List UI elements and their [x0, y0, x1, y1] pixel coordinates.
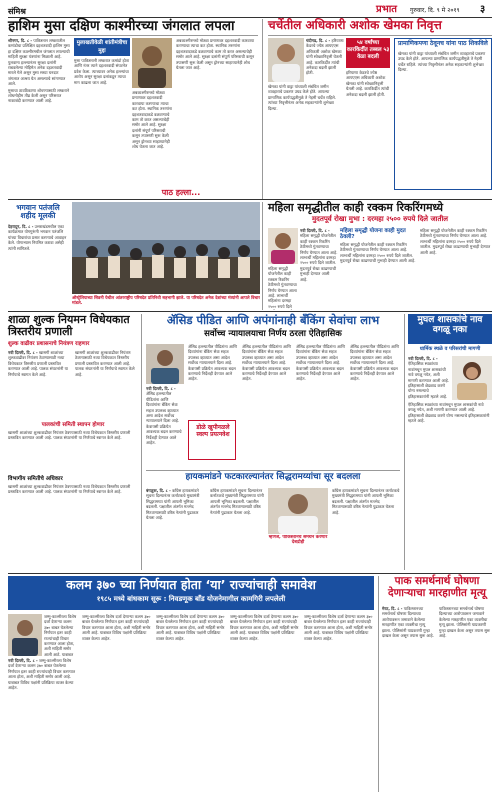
school-body-b: खासगी शाळांच्या शुल्कवाढीवर नियंत्रण ठेवण्यासाठी नव्या विधेयकात त्रिस्तरीय प्रणाली प्रस्तावित करण्यात आली आहे. पालक संघटनांनी या निर्णयाचे स्वागत केले आहे. — [8, 484, 131, 495]
hashim-col2: अबकाश्मीरमध्ये मोठ्या प्रमाणावर दहशतवादी कारवाया करण्याचा त्याचा कट होता. स्थानिक तरुणांना दहशतवादाकडे वळवण्याचे काम तो करत असल्याचेही समोर आले आहे. सुरक्षा दलांनी संपूर्ण परिसराची कसून तपासणी सुरू केली असून ड्रोनच्या साहाय्यानेही शोध घेतला जात आहे. — [132, 90, 172, 150]
brand-logo: प्रभात — [376, 4, 398, 15]
women-dateline: नवी दिल्ली, दि. ८ - — [300, 228, 330, 233]
school-headline: शाळा शुल्क नियमन विधेयकात त्रिस्तरीय प्रणाली — [8, 313, 130, 339]
musa-photo — [132, 38, 172, 88]
mughal-article — [408, 356, 450, 400]
women-body: महिला समृद्धी योजनेतील काही रक्कम रिकरिंग ठेवीमध्ये गुंतवण्याचा निर्णय घेण्यात आला आहे. लाभार्थी महिलांना दरमहा २५०० रुपये दिले जातील. मुदतपूर्व रोखा काढण्याची मुभाही देण्यात आली आहे. — [300, 233, 338, 282]
quote-box — [74, 38, 130, 188]
mid-article: अबकाश्मीरमध्ये मोठ्या प्रमाणावर दहशतवादी कारवाया करण्याचा त्याचा कट होता. स्थानिक तरुणांना दहशतवादाकडे वळवण्याचे काम तो करत असल्याचेही समोर आले आहे. सुरक्षा दलांनी संपूर्ण परिसराची कसून तपासणी सुरू केली असून ड्रोनच्या साहाय्यानेही शोध घेतला जात आहे. — [176, 38, 255, 71]
murder-article — [382, 606, 435, 792]
school-subhead-b: विभागीय समितीचे अधिकार — [8, 476, 63, 482]
khemka-box-title: प्रामाणिकपणा ठेवूनच यांना पाठ शिकविले — [398, 40, 488, 47]
art370-col5: जम्मू-काश्मीरला विशेष दर्जा देणाऱ्या कलम ३७० बाबत घेतलेल्या निर्णयात इतर काही राज्यांचाही विचार करण्यात आला होता, अशी माहिती समोर आली आहे. याबाबत विविध पक्षांनी प्रतिक्रिया व्यक्त केल्या आहेत. — [304, 614, 373, 641]
art370-photo — [8, 614, 42, 656]
murder-dateline: मेरठ, दि. ८ - — [382, 606, 403, 611]
women-subhead: मुदतपूर्व रोखा मुभा : दरमहा २५०० रुपये दिले जातील — [311, 215, 449, 223]
women-box — [340, 228, 418, 310]
acid-box-title: डोळे खुपीनळले स्वल्प प्रयत्नवेश — [196, 424, 230, 438]
hawk-col2: काँग्रेस हायकमांडने सूचना दिल्यानंतर कर्नाटकचे मुख्यमंत्री सिद्धरामय्या यांनी आपली भूमिका बदलली. पक्षातील अंतर्गत मतभेद मिटवण्यासाठी वरिष्ठ नेत्यांनी पुढाकार घेतला आहे. — [210, 488, 264, 515]
issue-date: गुरुवार, दि. ९ मे २०१९ — [410, 7, 460, 14]
women-col1b: महिला समृद्धी योजनेतील काही रक्कम रिकरिंग ठेवीमध्ये गुंतवण्याचा निर्णय घेण्यात आला आहे. लाभार्थी महिलांना दरमहा २५०० रुपये दिले — [268, 266, 297, 309]
school-subhead-a: पालकांची समिती स्थापन होणार — [41, 422, 105, 428]
quote-box-body: मुसा पाकिस्तानी लष्करात कमांडो होता आणि नंतर त्याने दहशतवादी संघटनेत प्रवेश केला. त्याच्यावर अनेक हल्ल्यांचा आरोप असून सुरक्षा दलांकडून त्याचा माग काढला जात आहे. — [74, 58, 129, 85]
khemka-col3: हरियाणा केडरचे ज्येष्ठ आयएएस अधिकारी अशोक खेमका यांनी स्वेच्छानिवृत्ती घेतली आहे. कारकिर्दीत त्यांची अनेकदा बदली झाली होती. — [346, 70, 390, 97]
women-col4: महिला समृद्धी योजनेतील काही रक्कम रिकरिंग ठेवीमध्ये गुंतवण्याचा निर्णय घेण्यात आला आहे. लाभार्थी महिलांना दरमहा २५०० रुपये दिले जातील. मुदतपूर्व रोखा काढण्याची मुभाही देण्यात आली आहे. — [420, 228, 491, 255]
art370-banner — [8, 576, 374, 610]
school-col2: खासगी शाळांच्या शुल्कवाढीवर नियंत्रण ठेवण्यासाठी नव्या विधेयकात त्रिस्तरीय प्रणाली प्रस्तावित करण्यात आली आहे. पालक संघटनांनी या निर्णयाचे स्वागत केले आहे. — [75, 350, 135, 377]
acid-col5: ॲसिड हल्ल्यातील पीडितांना आणि दिव्यांगांना बँकिंग सेवा सहज उपलब्ध व्हाव्यात असा आदेश सर्वोच्च न्यायालयाने दिला आहे. केवायसी प्रक्रियेत आवश्यक बदल करण्याचे निर्देशही देण्यात आले आहेत. — [350, 344, 399, 382]
mughal-dateline: नवी दिल्ली, दि. ८ - — [408, 356, 438, 361]
school-subhead: शुल्क वाढीवर प्रशासनाचे नियंत्रण राहणार — [8, 341, 90, 347]
hashim-dateline: श्रीनगर, दि. ८ - — [8, 38, 33, 43]
patanjali-box — [8, 202, 68, 310]
hawk-headline: हायकमांडने फटकारल्यानंतर सिद्धरामय्यांचा सूर बदलला — [185, 472, 361, 482]
khemka-col1b: खेमका यांनी वाड्रा यांच्याशी संबंधित जमीन व्यवहाराचे प्रकरण उघड केले होते. आपल्या प्रामाणिक कार्यपद्धतीमुळे ते नेहमी चर्चेत राहिले. त्यांच्या निवृत्तीनंतर अनेक सहकाऱ्यांनी शुभेच्छा दिल्या. — [268, 84, 336, 111]
art370-body: जम्मू-काश्मीरला विशेष दर्जा देणाऱ्या कलम ३७० बाबत घेतलेल्या निर्णयात इतर काही राज्यांचाही विचार करण्यात आला होता, अशी माहिती समोर आली आहे. याबाबत विविध पक्षांनी प्रतिक्रिया व्यक्त केल्या आहेत. — [8, 658, 76, 691]
murder-body: पाकिस्तानच्या समर्थनार्थ घोषणा दिल्याच्या आरोपावरून जमावाने केलेल्या मारहाणीत एका व्यक्तीचा मृत्यू झाला. पोलिसांनी याप्रकरणी गुन्हा दाखल केला असून तपास सुरू आहे. — [382, 606, 434, 639]
art370-subhead: १९८५ मध्ये बांधकाम सूरू : निवडणूक बाँड योजनेमागील कामगिरी लपलेली — [96, 595, 286, 603]
khemka-box-body: खेमका यांनी वाड्रा यांच्याशी संबंधित जमीन व्यवहाराचे प्रकरण उघड केले होते. आपल्या प्रामाणिक कार्यपद्धतीमुळे ते नेहमी चर्चेत राहिले. त्यांच्या निवृत्तीनंतर अनेक सहकाऱ्यांनी शुभेच्छा दिल्या. — [398, 51, 486, 73]
headline-khemka: चर्चेतील अधिकारी अशोक खेमका निवृत्त — [268, 18, 442, 32]
patanjali-article — [8, 224, 68, 308]
acid-col4: ॲसिड हल्ल्यातील पीडितांना आणि दिव्यांगांना बँकिंग सेवा सहज उपलब्ध व्हाव्यात असा आदेश सर्वोच्च न्यायालयाने दिला आहे. केवायसी प्रक्रियेत आवश्यक बदल करण्याचे निर्देशही देण्यात आले आहेत. — [296, 344, 345, 382]
hashim-body-2: मुसाचा ठावठिकाणा शोधण्यासाठी लष्कराने शोधमोहीम तीव्र केली असून परिसरात नाकाबंदी करण्यात आली आहे. — [8, 87, 70, 104]
acid-body: ॲसिड हल्ल्यातील पीडितांना आणि दिव्यांगांना बँकिंग सेवा सहज उपलब्ध व्हाव्यात असा आदेश सर्वोच्च न्यायालयाने दिला आहे. केवायसी प्रक्रियेत आवश्यक बदल करण्याचे निर्देशही देण्यात आले आहेत. — [146, 391, 182, 446]
hawk-body: काँग्रेस हायकमांडने सूचना दिल्यानंतर कर्नाटकचे मुख्यमंत्री सिद्धरामय्या यांनी आपली भूमिका बदलली. पक्षातील अंतर्गत मतभेद मिटवण्यासाठी वरिष्ठ नेत्यांनी पुढाकार घेतला आहे. — [146, 488, 200, 521]
art370-dateline: नवी दिल्ली, दि. ८ - — [8, 658, 38, 663]
school-body: खासगी शाळांच्या शुल्कवाढीवर नियंत्रण ठेवण्यासाठी नव्या विधेयकात त्रिस्तरीय प्रणाली प्रस्तावित करण्यात आली आहे. पालक संघटनांनी या निर्णयाचे स्वागत केले आहे. — [8, 350, 68, 377]
hawk-photo — [268, 488, 328, 534]
khemka-body: हरियाणा केडरचे ज्येष्ठ आयएएस अधिकारी अशोक खेमका यांनी स्वेच्छानिवृत्ती घेतली आहे. कारकिर्दीत त्यांची अनेकदा बदली झाली होती. — [306, 38, 344, 76]
mughal-photo — [452, 356, 492, 400]
murder-headline: पाक समर्थनार्थ घोषणा देणाऱ्याचा मारहाणीत मृत्यू — [388, 575, 486, 599]
hashim-article — [8, 38, 70, 190]
hawk-dateline: बंगळुरू, दि. ८ - — [146, 488, 171, 493]
art370-article — [8, 658, 78, 792]
headline-hashim: हाशिम मुसा दक्षिण काश्मीरच्या जंगलात लपला — [8, 18, 235, 34]
patanjali-body: उत्तराखंडमधील एका कार्यक्रमात योगगुरूंनी भगवान पतंजलि यांच्या विचारांचा प्रसार करण्याचे आवाहन केले. योगाभ्यास नियमित करावा असेही त्यांनी सांगितले. — [8, 224, 67, 251]
patanjali-dateline: देहरादून, दि. ८ - — [8, 224, 34, 229]
acid-col2: ॲसिड हल्ल्यातील पीडितांना आणि दिव्यांगांना बँकिंग सेवा सहज उपलब्ध व्हाव्यात असा आदेश सर्वोच्च न्यायालयाने दिला आहे. केवायसी प्रक्रियेत आवश्यक बदल करण्याचे निर्देशही देण्यात आले आहेत. — [188, 344, 237, 382]
sydney-photo — [72, 202, 260, 294]
hashim-body: पाकिस्तान लष्करातील कमांडोचा प्रशिक्षित दहशतवादी हाशिम मुसा हा दक्षिण काश्मीरमधील जंगलात लपल्याची माहिती सुरक्षा यंत्रणांना मिळाली आहे. पुलवामा हल्ल्यानंतर सुरक्षा दलांनी राबवलेल्या मोहिमेत अनेक दहशतवादी मारले गेले असून मुसा सध्या घनदाट जंगलात आश्रय घेत असल्याचे सांगण्यात आले. — [8, 38, 70, 87]
khemka-badge: ५४ वर्षांच्या कारकिर्दीत तब्बल ५३ वेळा बदली — [346, 38, 390, 68]
ticker-text: पाठ हल्ला... — [161, 188, 201, 197]
mughal-col-b: ऐतिहासिक स्थळांच्या नावांमधून मुघल शासकांची नावे वगळू नयेत, अशी मागणी करण्यात आली आहे. इतिहासाशी छेडछाड करणे योग्य नसल्याचे इतिहासकारांनी म्हटले आहे. — [408, 402, 490, 424]
women-photo — [268, 228, 298, 264]
mughal-box — [408, 314, 492, 344]
art370-col1b: जम्मू-काश्मीरला विशेष दर्जा देणाऱ्या कलम ३७० बाबत घेतलेल्या निर्णयात इतर काही राज्यांचाही विचार करण्यात आला होता, अशी माहिती समोर आली आहे. याबाबत — [44, 614, 77, 656]
quote-box-title: मुलाखतीवेळी शांतीमंत्रीचा मुद्दा — [74, 38, 130, 56]
hawk-col3: काँग्रेस हायकमांडने सूचना दिल्यानंतर कर्नाटकचे मुख्यमंत्री सिद्धरामय्या यांनी आपली भूमिका बदलली. पक्षातील अंतर्गत मतभेद मिटवण्यासाठी वरिष्ठ नेत्यांनी पुढाकार घेतला आहे. — [332, 488, 400, 515]
page-header — [8, 4, 492, 18]
art370-col4: जम्मू-काश्मीरला विशेष दर्जा देणाऱ्या कलम ३७० बाबत घेतलेल्या निर्णयात इतर काही राज्यांचाही विचार करण्यात आला होता, अशी माहिती समोर आली आहे. याबाबत विविध पक्षांनी प्रतिक्रिया व्यक्त केल्या आहेत. — [230, 614, 299, 641]
women-box-body: महिला समृद्धी योजनेतील काही रक्कम रिकरिंग ठेवीमध्ये गुंतवण्याचा निर्णय घेण्यात आला आहे. लाभार्थी महिलांना दरमहा २५०० रुपये दिले जातील. मुदतपूर्व रोखा काढण्याची मुभाही देण्यात आली आहे. — [340, 242, 416, 264]
acid-dateline: नवी दिल्ली, दि. ८ - — [146, 386, 176, 391]
khemka-dateline: चंदीगड, दि. ८ - — [306, 38, 331, 43]
khemka-photo — [268, 38, 304, 82]
art370-col3: जम्मू-काश्मीरला विशेष दर्जा देणाऱ्या कलम ३७० बाबत घेतलेल्या निर्णयात इतर काही राज्यांचाही विचार करण्यात आला होता, अशी माहिती समोर आली आहे. याबाबत विविध पक्षांनी प्रतिक्रिया व्यक्त केल्या आहेत. — [156, 614, 225, 641]
murder-col2: पाकिस्तानच्या समर्थनार्थ घोषणा दिल्याच्या आरोपावरून जमावाने केलेल्या मारहाणीत एका व्यक्तीचा मृत्यू झाला. पोलिसांनी याप्रकरणी गुन्हा दाखल केला असून तपास सुरू आहे. — [439, 606, 491, 639]
acid-subhead: सर्वोच्च न्यायालयाचा निर्णय ठरला ऐतिहासिक — [204, 329, 342, 339]
school-article — [8, 350, 71, 420]
hawk-article — [146, 488, 206, 570]
school-body-a: खासगी शाळांच्या शुल्कवाढीवर नियंत्रण ठेवण्यासाठी नव्या विधेयकात त्रिस्तरीय प्रणाली प्रस्तावित करण्यात आली आहे. पालक संघटनांनी या निर्णयाचे स्वागत केले आहे. — [8, 430, 131, 441]
page-number: ३ — [480, 4, 486, 15]
section-label: संमिश्र — [8, 7, 26, 16]
acid-box — [188, 420, 236, 460]
mughal-subtitle: धार्मिक स्थळे व परिसरांची मागणी — [419, 346, 481, 352]
acid-col3: ॲसिड हल्ल्यातील पीडितांना आणि दिव्यांगांना बँकिंग सेवा सहज उपलब्ध व्हाव्यात असा आदेश सर्वोच्च न्यायालयाने दिला आहे. केवायसी प्रक्रियेत आवश्यक बदल करण्याचे निर्देशही देण्यात आले आहेत. — [242, 344, 291, 382]
women-headline: महिला समृद्धीतील काही रक्कम रिकरिंगमध्ये — [268, 201, 444, 214]
acid-article — [146, 386, 184, 466]
women-box-title: महिला समृद्धी योजना काही मुदत ठेवली? — [340, 228, 406, 241]
art370-col2: जम्मू-काश्मीरला विशेष दर्जा देणाऱ्या कलम ३७० बाबत घेतलेल्या निर्णयात इतर काही राज्यांचाही विचार करण्यात आला होता, अशी माहिती समोर आली आहे. याबाबत विविध पक्षांनी प्रतिक्रिया व्यक्त केल्या आहेत. — [82, 614, 151, 641]
patanjali-headline: भगवान पतंजलि शहीद मूलकी — [16, 203, 60, 221]
hawk-photo-caption: म्हणजे, पाकिस्तानचे समर्थन करणारे देशद्रोही — [268, 535, 328, 546]
acid-headline: ॲसिड पीडित आणि अपंगांनाही बँकिंग सेवांचा लाभ — [166, 313, 380, 327]
khemka-box — [394, 38, 492, 190]
women-article — [300, 228, 338, 308]
mughal-body: ऐतिहासिक स्थळांच्या नावांमधून मुघल शासकांची नावे वगळू नयेत, अशी मागणी करण्यात आली आहे. इतिहासाशी छेडछाड करणे योग्य नसल्याचे इतिहासकारांनी म्हटले आहे. — [408, 361, 449, 399]
acid-photo — [146, 344, 184, 384]
school-dateline: नवी दिल्ली, दि. ८ - — [8, 350, 38, 355]
art370-headline: कलम ३७० च्या निर्णयात होता ‘या’ राज्यांचाही समावेश — [66, 577, 316, 592]
sydney-caption: ऑस्ट्रेलियाच्या सिडनी येथील आंतरराष्ट्रीय परिषदेत प्रतिनिधी सहभागी झाले. या परिषदेत अनेक देशांच्या मंत्र्यांनी आपले विचार मांडले. — [72, 295, 260, 305]
mughal-headline: मुघल शासकांचे नाव वगळू नका — [417, 315, 483, 335]
